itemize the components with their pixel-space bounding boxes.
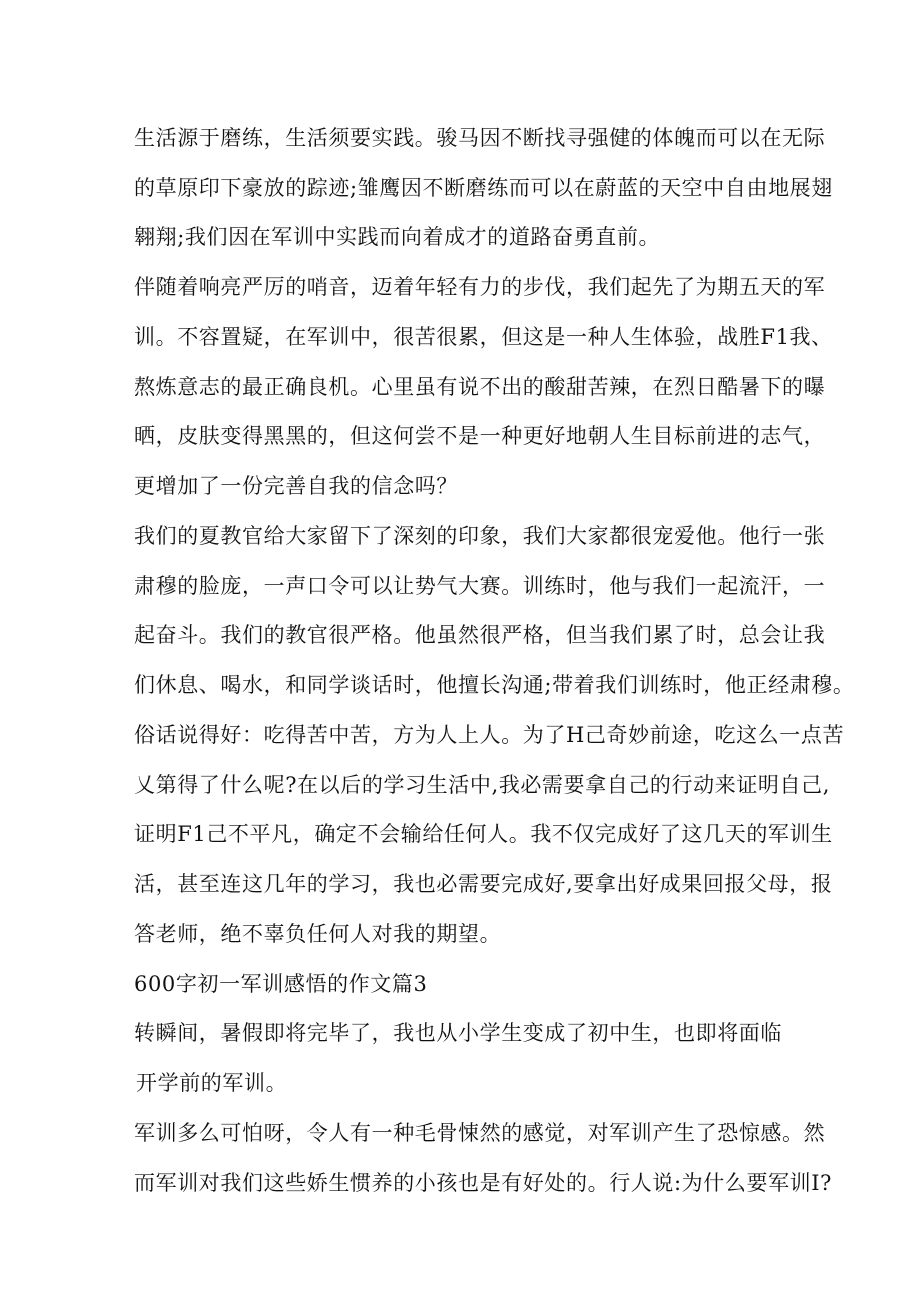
text-line: 活，甚至连这几年的学习，我也必需要完成好,要拿出好成果回报父母，报 [134,872,833,896]
text-line: 开学前的军训。 [136,1071,288,1095]
text-line: 翱翔;我们因在军训中实践而向着成才的道路奋勇直前。 [134,225,661,249]
text-line: 证明F1己不平凡，确定不会输给任何人。我不仅完成好了这几天的军训生 [134,822,833,846]
text-line: 晒，皮肤变得黑黑的，但这何尝不是一种更好地朝人生目标前进的志气， [134,424,826,448]
text-line: 军训多么可怕呀，令人有一种毛骨悚然的感觉，对军训产生了恐惊感。然 [134,1121,826,1145]
text-line: 乂第得了什么呢?在以后的学习生活中,我必需要拿自己的行动来证明自己, [134,773,831,797]
text-line: 熬炼意志的最正确良机。心里虽有说不出的酸甜苦辣，在烈日酷暑下的曝 [134,375,826,399]
section-heading: 600字初一军训感悟的作文篇3 [134,972,428,996]
text-line: 起奋斗。我们的教官很严格。他虽然很严格，但当我们累了时，总会让我 [134,623,826,647]
text-line: 而军训对我们这些娇生惯养的小孩也是有好处的。行人说:为什么要军训I? [134,1171,833,1195]
text-line: 伴随着响亮严厉的哨音，迈着年轻有力的步伐，我们起先了为期五天的军 [134,275,826,299]
text-line: 的草原印下豪放的踪迹;雏鹰因不断磨练而可以在蔚蓝的天空中自由地展翅 [134,176,833,200]
text-line: 俗话说得好：吃得苦中苦，方为人上人。为了H己奇妙前途，吃这么一点苦 [134,723,845,747]
text-line: 转瞬间，暑假即将完毕了，我也从小学生变成了初中生，也即将面临 [134,1021,782,1045]
text-line: 我们的夏教官给大家留下了深刻的印象，我们大家都很宠爱他。他行一张 [134,524,826,548]
text-line: 更增加了一份完善自我的信念吗？ [134,474,458,498]
text-line: 答老师，绝不辜负任何人对我的期望。 [134,922,502,946]
text-line: 训。不容置疑，在军训中，很苦很累，但这是一种人生体验，战胜F1我、 [134,325,833,349]
text-line: 生活源于磨练，生活须要实践。骏马因不断找寻强健的体魄而可以在无际 [134,126,826,150]
text-line: 肃穆的脸庞，一声口令可以让势气大赛。训练时，他与我们一起流汗，一 [134,574,826,598]
text-line: 们休息、喝水，和同学谈话时，他擅长沟通;带着我们训练时，他正经肃穆。 [134,673,855,697]
